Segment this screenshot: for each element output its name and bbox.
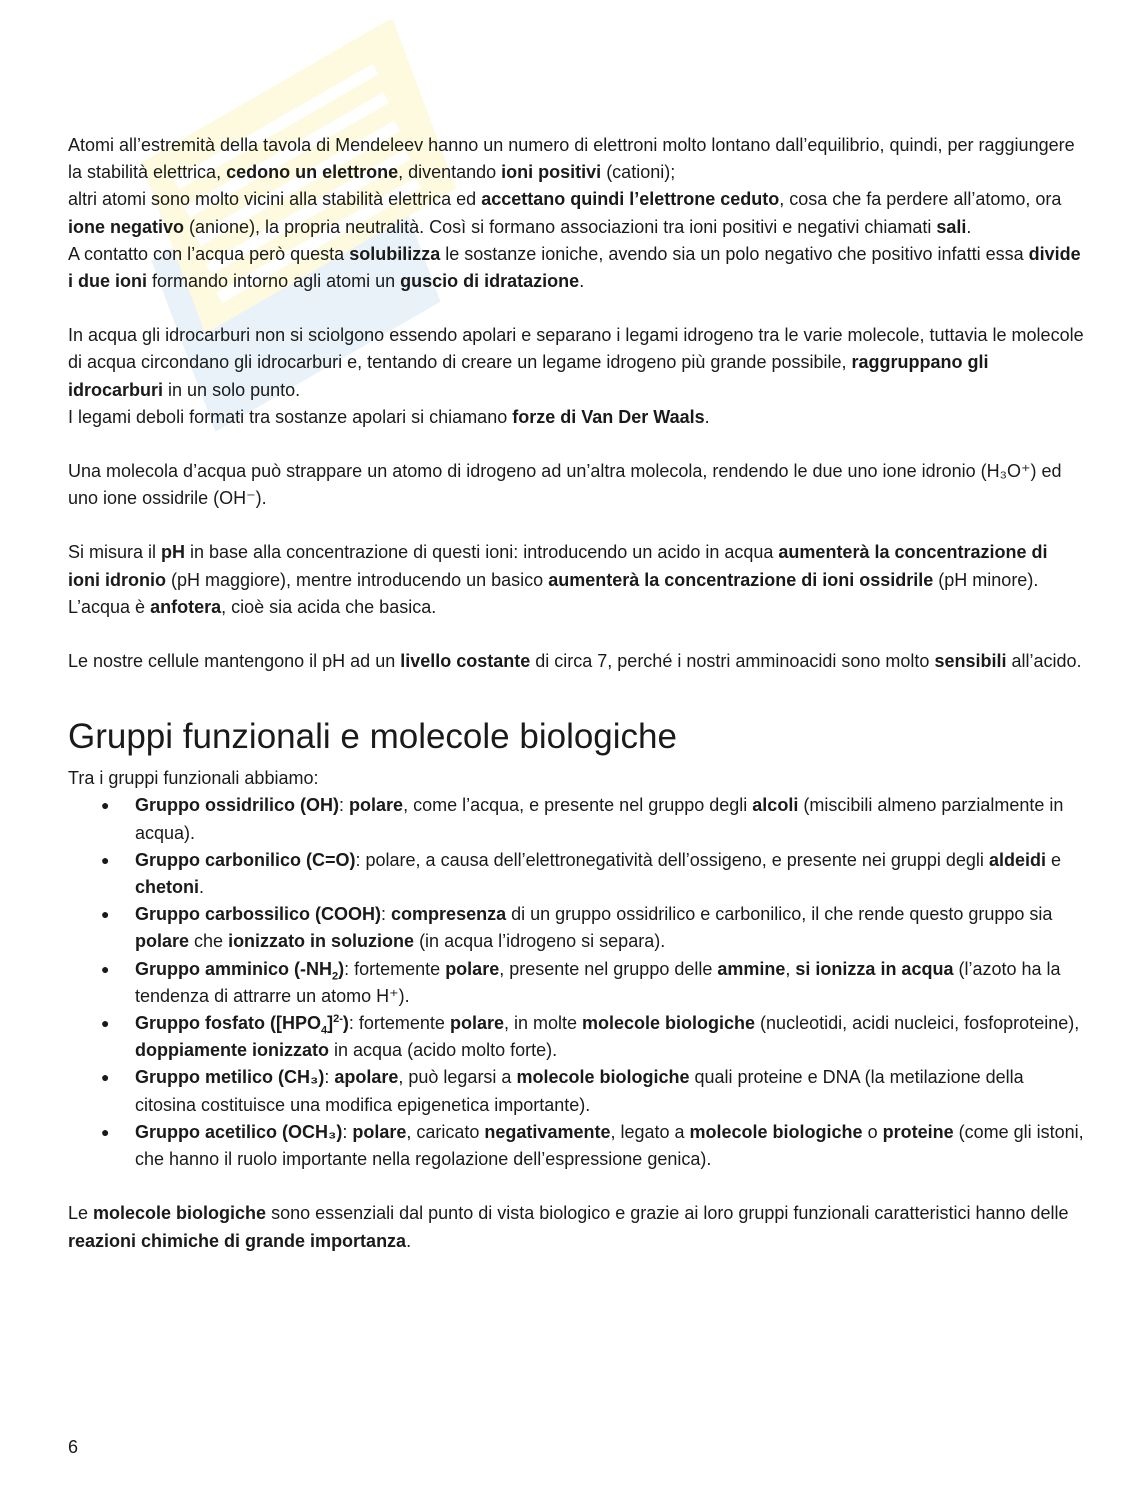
- paragraph-hydration: A contatto con l’acqua però questa solubilizza le sostanze ioniche, avendo sia un polo negativo che positivo infatti essa divide i due ioni formando intorno agli atomi un guscio di idratazione.: [68, 243, 1081, 292]
- list-item-acetilico: ● Gruppo acetilico (OCH₃): polare, caricato negativamente, legato a molecole biologiche o proteine (come gli istoni, che hanno il ruolo importante nella regolazione dell’espressione genica).: [135, 1119, 1084, 1173]
- bullet-icon: ●: [101, 960, 110, 977]
- paragraph-cells-ph: Le nostre cellule mantengono il pH ad un livello costante di circa 7, perché i nostri amminoacidi sono molto sensibili all’acido.: [68, 651, 1082, 672]
- paragraph-amphoteric: L’acqua è anfotera, cioè sia acida che basica.: [68, 596, 437, 617]
- bullet-icon: ●: [101, 797, 110, 814]
- list-item-fosfato: ● Gruppo fosfato $([HPO_4]^{2-})$: fortemente polare, in molte molecole biologiche (nucleotidi, acidi nucleici, fosfoproteine), doppiamente ionizzato in acqua (acido molto forte).: [135, 1010, 1084, 1064]
- paragraph-hydronium: Una molecola d’acqua può strappare un atomo di idrogeno ad un’altra molecola, rendendo le due uno ione idronio (H₃O⁺) ed uno ione ossidrile (OH⁻).: [68, 461, 1062, 509]
- list-item-ossidrilico: ● Gruppo ossidrilico (OH): polare, come l’acqua, e presente nel gruppo degli alcoli (miscibili almeno parzialmente in acqua).: [135, 792, 1084, 846]
- bullet-icon: ●: [101, 1015, 110, 1032]
- paragraph-anions: altri atomi sono molto vicini alla stabilità elettrica ed accettano quindi l’elettrone ceduto, cosa che fa perdere all’atomo, ora ione negativo (anione), la propria neutralità. Così si formano associazioni tra ioni positivi e negativi chiamati sali.: [68, 189, 1062, 237]
- list-item-metilico: ● Gruppo metilico (CH₃): apolare, può legarsi a molecole biologiche quali proteine e DNA (la metilazione della citosina costituisce una modifica epigenetica importante).: [135, 1064, 1084, 1118]
- bullet-icon: ●: [101, 906, 110, 923]
- list-item-carbossilico: ● Gruppo carbossilico (COOH): compresenza di un gruppo ossidrilico e carbonilico, il che rende questo gruppo sia polare che ionizzato in soluzione (in acqua l’idrogeno si separa).: [135, 901, 1084, 955]
- paragraph-ph: Si misura il pH in base alla concentrazione di questi ioni: introducendo un acido in acqua aumenterà la concentrazione di ioni idronio (pH maggiore), mentre introducendo un basico aumenterà la concentrazione di ioni ossidrile (pH minore).: [68, 542, 1048, 590]
- bullet-icon: ●: [101, 1069, 110, 1086]
- paragraph-hydrocarbons: In acqua gli idrocarburi non si sciolgono essendo apolari e separano i legami idrogeno tra le varie molecole, tuttavia le molecole di acqua circondano gli idrocarburi e, tentando di creare un legame idrogeno più grande possibile, raggruppano gli idrocarburi in un solo punto.: [68, 325, 1084, 400]
- page-number: 6: [68, 1437, 79, 1457]
- list-item-amminico: ● Gruppo amminico $(-NH_2)$: fortemente polare, presente nel gruppo delle ammine, si ionizza in acqua (l’azoto ha la tendenza di attrarre un atomo H⁺).: [135, 956, 1084, 1010]
- groups-intro: Tra i gruppi funzionali abbiamo:: [68, 768, 319, 789]
- bullet-icon: ●: [101, 851, 110, 868]
- bullet-icon: ●: [101, 1123, 110, 1140]
- document-body: [68, 132, 1084, 1255]
- paragraph-biological-molecules: Le molecole biologiche sono essenziali dal punto di vista biologico e grazie ai loro gruppi funzionali caratteristici hanno delle reazioni chimiche di grande importanza.: [68, 1203, 1069, 1251]
- list-item-carbonilico: ● Gruppo carbonilico (C=O): polare, a causa dell’elettronegatività dell’ossigeno, e presente nei gruppi degli aldeidi e chetoni.: [135, 847, 1084, 901]
- paragraph-cations: Atomi all’estremità della tavola di Mendeleev hanno un numero di elettroni molto lontano dall’equilibrio, quindi, per raggiungere la stabilità elettrica, cedono un elettrone, diventando ioni positivi (cationi);: [68, 135, 1075, 183]
- paragraph-van-der-waals: I legami deboli formati tra sostanze apolari si chiamano forze di Van Der Waals.: [68, 406, 710, 427]
- section-heading: Gruppi funzionali e molecole biologiche: [68, 717, 677, 757]
- functional-groups-list: [68, 792, 1084, 1173]
